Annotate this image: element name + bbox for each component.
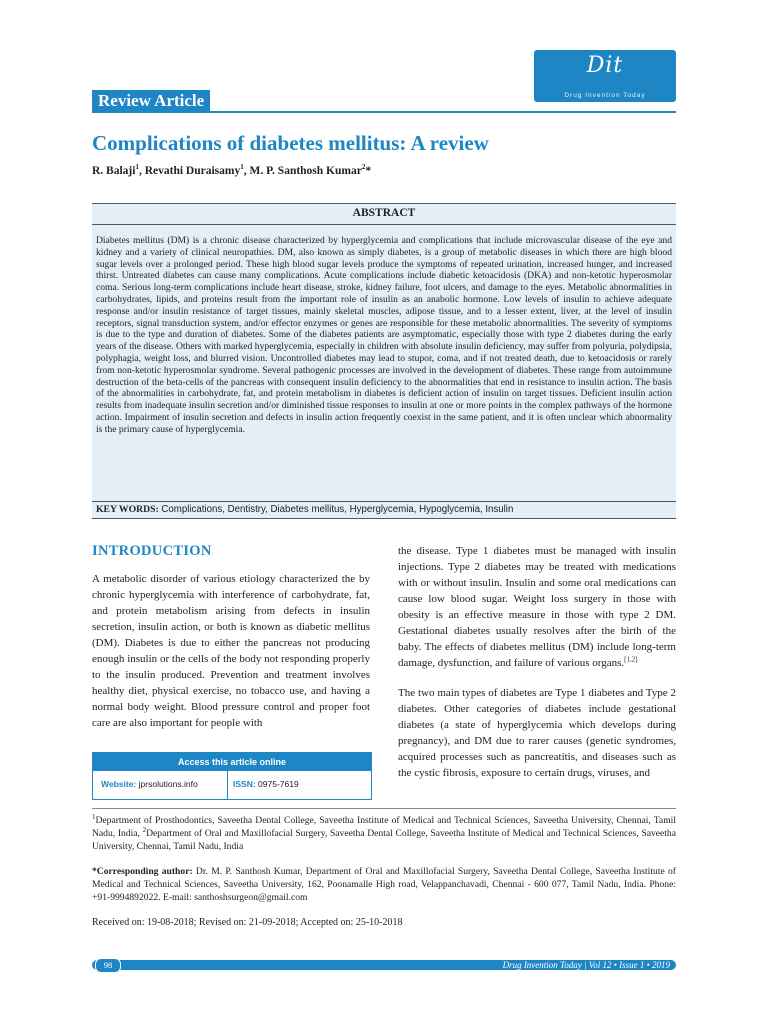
access-online-box — [92, 752, 372, 800]
paragraph-text: the disease. Type 1 diabetes must be managed with insulin injections. Type 2 diabetes may be treated with medications with or without insulin. Insulin and some oral medications can cause low blood sugar. Weight loss surgery in those with obesity is an effective measure in those with type 2 DM. Gestational diabetes usually resolves after the birth of the baby. The effects of diabetes mellitus (DM) include long-term damage, dysfunction, and failure of various organs. — [398, 545, 676, 669]
abstract-divider — [92, 224, 676, 225]
article-title: Complications of diabetes mellitus: A review — [92, 131, 489, 155]
logo-text: Dit — [586, 53, 624, 78]
abstract-text: Diabetes mellitus (DM) is a chronic disease characterized by hyperglycemia and complications that include microvascular disease of the eye and kidney and a variety of clinical neuropathies. DM, also known as simply diabetes, is a group of metabolic diseases in which there are high blood sugar levels over a prolonged period. These high blood sugar levels produce the symptoms of repeated urination, increased hunger, and increased thirst. Untreated diabetes can cause many complications. Acute complications include diabetic ketoacidosis (DKA) and non-ketotic hyperosmolar coma. Serious long-term complications include heart disease, stroke, kidney failure, foot ulcers, and damage to the eyes. Metabolic abnormalities in carbohydrates, lipids, and proteins result from the important role of insulin as an anabolic hormone. Low levels of insulin to achieve adequate response and/or insulin resistance of target tissues, mainly skeletal muscles, adipose tissue, and to a lesser extent, liver, at the level of insulin receptors, signal transduction system, and/or effector enzymes or genes are responsible for these metabolic abnormalities. The severity of symptoms is due to the type and duration of diabetes. Some of the diabetes patients are asymptomatic, especially those with type 2 diabetes during the early years of the disease. Others with marked hyperglycemia, especially in children with absolute insulin deficiency, may suffer from polyuria, polydipsia, polyphagia, weight loss, and blurred vision. Uncontrolled diabetes may lead to stupor, coma, and if not treated death, due to ketoacidosis or rarely from non-ketotic hyperosmolar syndrome. Several pathogenic processes are involved in the development of diabetes. These range from autoimmune destruction of the beta-cells of the pancreas with consequent insulin deficiency to the abnormalities that end in resistance to insulin action. The basis of the abnormalities in carbohydrate, fat, and protein metabolism in diabetes is deficient action of insulin on target tissues. Deficient insulin action results from inadequate insulin secretion and/or diminished tissue responses to insulin at one or more points in the complex pathways of the hormone action. Impairment of insulin secretion and defects in insulin action frequently coexist in the same patient, and it is often unclear which abnormality is the primary cause of hyperglycemia. — [96, 235, 672, 435]
keywords-divider — [92, 501, 676, 502]
keywords-list: Complications, Dentistry, Diabetes mellitus, Hyperglycemia, Hypoglycemia, Insulin — [158, 504, 514, 515]
intro-heading: INTRODUCTION — [92, 543, 212, 559]
received-dates: Received on: 19-08-2018; Revised on: 21-09-2018; Accepted on: 25-10-2018 — [92, 917, 403, 928]
affil-1: Department of Prosthodontics, Saveetha Dental College, Saveetha Institute of Medical and Technical Sciences, Saveetha University, Chennai, Tamil Nadu, India, — [92, 815, 676, 839]
corresp-label: *Corresponding author: — [92, 866, 193, 877]
footnote-rule — [92, 808, 676, 809]
author-1: R. Balaji — [92, 165, 136, 177]
author-line — [92, 165, 371, 177]
abstract-box — [92, 203, 676, 519]
author-2-affil: 1 — [240, 163, 244, 172]
logo-subtitle: Drug Invention Today — [564, 92, 646, 99]
issn-value: 0975-7619 — [255, 779, 299, 789]
citation: [1,2] — [624, 655, 638, 664]
author-3-affil: 2 — [361, 163, 366, 172]
intro-right-paragraph-2: The two main types of diabetes are Type 1 diabetes and Type 2 diabetes. Other categories of diabetes include gestational diabetes (a state of hyperglycemia which develops during pregnancy), and DM due to rarer causes (genetic syndromes, acquired processes such as pancreatitis, and diseases such as the cystic fibrosis, exposure to certain drugs, viruses, and — [398, 687, 676, 779]
issn-label: ISSN: — [233, 779, 256, 789]
issn-entry — [233, 779, 299, 789]
intro-right-paragraph-1 — [398, 543, 676, 671]
author-1-affil: 1 — [135, 163, 139, 172]
affiliations — [92, 814, 676, 853]
affil-marker-1: 1 — [92, 812, 96, 821]
website-label: Website: — [101, 779, 137, 789]
header-rule — [92, 111, 676, 113]
intro-right-column — [398, 543, 676, 795]
author-3: , M. P. Santhosh Kumar — [243, 165, 362, 177]
footer-journal: Drug Invention Today | Vol 12 • Issue 1 • 2019 — [502, 960, 670, 970]
page-number: 98 — [95, 958, 121, 973]
corresp-text: Dr. M. P. Santhosh Kumar, Department of Oral and Maxillofacial Surgery, Saveetha Dental College, Saveetha Institute of Medical and Technical Sciences, Saveetha University, 162, Poonamalle High road, Velappanchavadi, Chennai - 600 077, Tamil Nadu, India. Phone: +91-9994892022. E-mail: santhoshsurgeon@gmail.com — [92, 866, 676, 903]
corresponding-author — [92, 865, 676, 904]
journal-logo — [534, 50, 676, 102]
intro-left-paragraph: A metabolic disorder of various etiology characterized the by chronic hyperglycemia with interference of carbohydrate, fat, and protein metabolism arising from defects in insulin secretion, insulin action, or both is known as diabetic mellitus (DM). Diabetes is due to either the pancreas not producing enough insulin or the cells of the body not responding properly to the insulin produced. Prevention and treatment involves healthy diet, physical exercise, no tobacco use, and having a normal body weight. Blood pressure control and proper foot care are also important for people with — [92, 573, 370, 729]
access-heading: Access this article online — [93, 753, 371, 771]
section-label: Review Article — [92, 90, 210, 112]
author-2: , Revathi Duraisamy — [138, 165, 241, 177]
keywords-label: KEY WORDS: — [96, 504, 159, 515]
website-entry — [101, 779, 198, 789]
affil-2: Department of Oral and Maxillofacial Surgery, Saveetha Dental College, Saveetha Institute of Medical and Technical Sciences, Saveetha University, Chennai, Tamil Nadu, India — [92, 828, 676, 852]
website-link[interactable]: jprsolutions.info — [136, 779, 198, 789]
access-divider — [227, 771, 228, 799]
affil-marker-2: 2 — [142, 825, 147, 834]
keywords — [96, 504, 672, 516]
abstract-heading: ABSTRACT — [352, 207, 416, 219]
corresponding-mark: * — [365, 165, 372, 177]
